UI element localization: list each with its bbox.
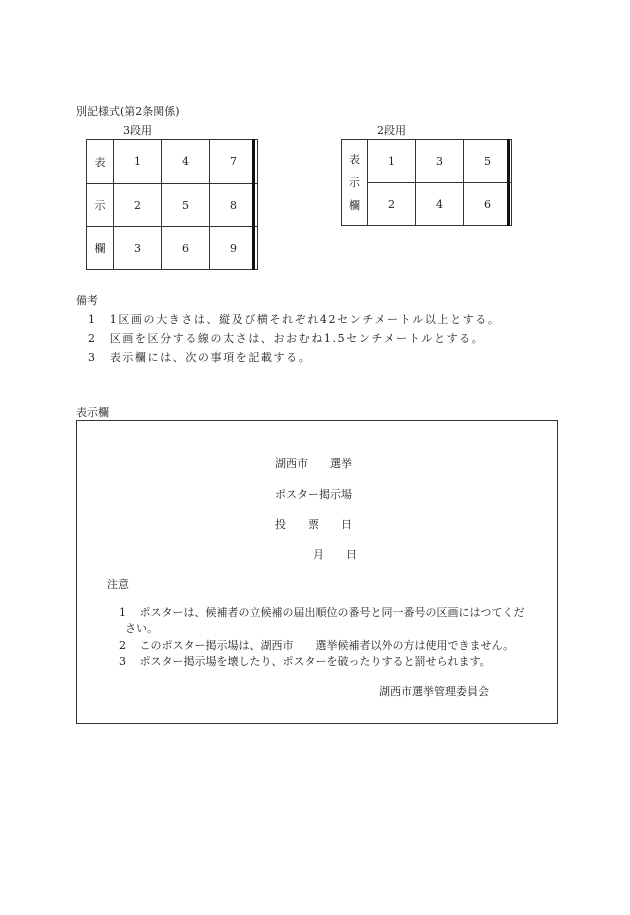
table2-cell: 6 <box>464 183 512 226</box>
notice-text-cont: さい。 <box>125 622 158 635</box>
remark-num: 1 <box>88 313 97 326</box>
table3-cell: 4 <box>162 140 210 184</box>
remark-item <box>88 330 484 346</box>
table2-cell: 4 <box>416 183 464 226</box>
notice-text: このポスター掲示場は、湖西市 選挙候補者以外の方は使用できません。 <box>139 639 515 652</box>
notice-item <box>119 604 525 620</box>
table3-cell: 8 <box>210 184 258 227</box>
remark-num: 3 <box>88 351 97 364</box>
remark-num: 2 <box>88 332 97 345</box>
remark-item <box>88 349 311 365</box>
display-panel <box>76 420 558 724</box>
notice-heading: 注意 <box>107 578 129 591</box>
table3-cell: 9 <box>210 227 258 270</box>
issuer-signature: 湖西市選挙管理委員会 <box>379 685 489 698</box>
remarks-heading: 備考 <box>76 294 98 307</box>
notice-text: ポスターは、候補者の立候補の届出順位の番号と同一番号の区画にはつてくだ <box>139 606 525 619</box>
table2-header-char-1: 表 <box>349 153 360 166</box>
table2-cell: 5 <box>464 140 512 183</box>
table3-cell: 3 <box>114 227 162 270</box>
table3-cell: 1 <box>114 140 162 184</box>
table3-cell: 6 <box>162 227 210 270</box>
display-line-date: 月 日 <box>313 548 357 561</box>
table3-header-char-3: 欄 <box>87 227 114 270</box>
table3-right-edge <box>252 139 255 270</box>
table3-cell: 7 <box>210 140 258 184</box>
table3-grid <box>86 139 258 270</box>
table2-header-char-2: 示 <box>349 176 360 189</box>
remark-item <box>88 311 500 327</box>
table2-caption: 2段用 <box>377 124 406 137</box>
display-line-vote-day: 投 票 日 <box>275 518 352 531</box>
display-line-election: 湖西市 選挙 <box>275 457 352 470</box>
remark-text: 区画を区分する線の太さは、おおむね1.5センチメートルとする。 <box>109 332 485 345</box>
notice-item <box>119 653 491 669</box>
table3-cell: 5 <box>162 184 210 227</box>
table2-cell: 2 <box>368 183 416 226</box>
table3-header-char-1: 表 <box>87 140 114 184</box>
notice-num: 1 <box>119 606 126 619</box>
notice-item <box>119 637 514 653</box>
table2-cell: 3 <box>416 140 464 183</box>
remark-text: 表示欄には、次の事項を記載する。 <box>109 351 312 364</box>
display-heading: 表示欄 <box>76 406 109 419</box>
table3-caption: 3段用 <box>123 124 152 137</box>
notice-num: 3 <box>119 655 126 668</box>
remark-text: 1区画の大きさは、縦及び横それぞれ42センチメートル以上とする。 <box>109 313 501 326</box>
table3-cell: 2 <box>114 184 162 227</box>
form-title: 別記様式(第2条関係) <box>76 105 180 118</box>
notice-num: 2 <box>119 639 126 652</box>
notice-text: ポスター掲示場を壊したり、ポスターを破ったりすると罰せられます。 <box>139 655 491 668</box>
table2-right-edge <box>507 139 510 226</box>
table2-header-char-3: 欄 <box>349 199 360 212</box>
table3-header-char-2: 示 <box>87 184 114 227</box>
table2-header <box>342 140 368 226</box>
display-line-board: ポスター掲示場 <box>275 488 352 501</box>
table2-cell: 1 <box>368 140 416 183</box>
table2-grid <box>341 139 512 226</box>
